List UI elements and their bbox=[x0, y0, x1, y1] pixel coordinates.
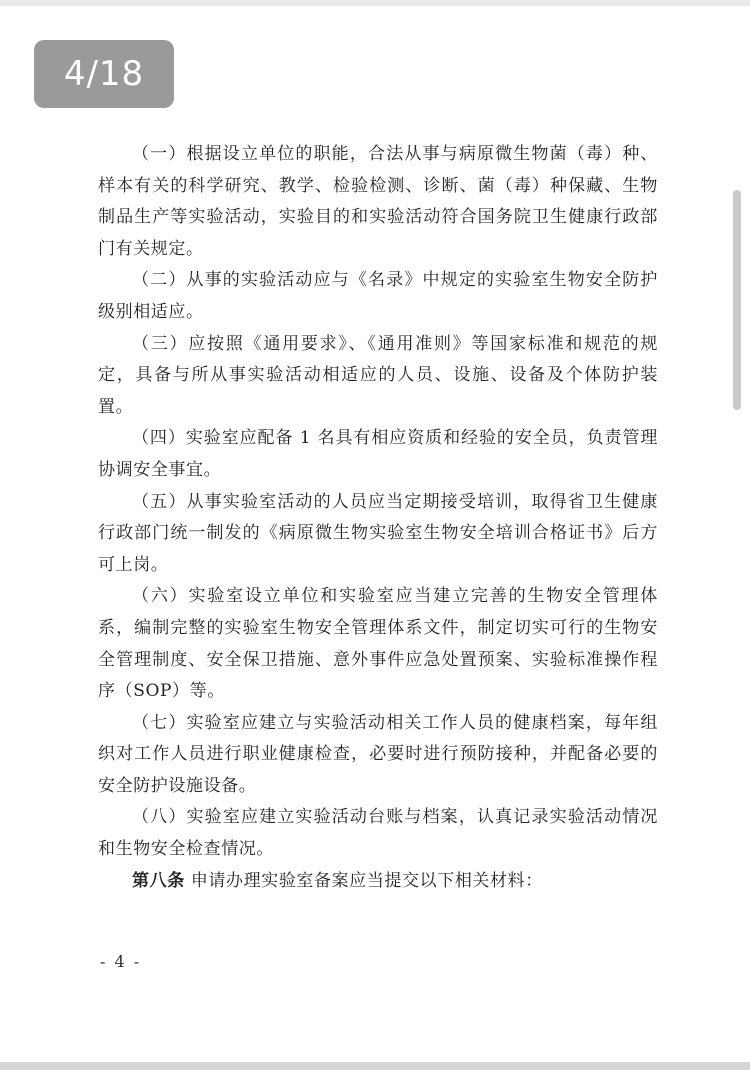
article-8 bbox=[98, 866, 658, 898]
paragraph-6: （六）实验室设立单位和实验室应当建立完善的生物安全管理体系，编制完整的实验室生物安全管理体系文件，制定切实可行的生物安全管理制度、安全保卫措施、意外事件应急处置预案、实验标准操作程序（SOP）等。 bbox=[98, 586, 658, 702]
document-body bbox=[98, 139, 658, 897]
paragraph-5: （五）从事实验室活动的人员应当定期接受培训，取得省卫生健康行政部门统一制发的《病原微生物实验室生物安全培训合格证书》后方可上岗。 bbox=[98, 491, 658, 575]
paragraph-7: （七）实验室应建立与实验活动相关工作人员的健康档案，每年组织对工作人员进行职业健康检查，必要时进行预防接种，并配备必要的安全防护设施设备。 bbox=[98, 712, 658, 796]
vertical-scrollbar[interactable] bbox=[733, 190, 741, 410]
paragraph-1: （一）根据设立单位的职能，合法从事与病原微生物菌（毒）种、样本有关的科学研究、教学、检验检测、诊断、菌（毒）种保藏、生物制品生产等实验活动，实验目的和实验活动符合国务院卫生健康行政部门有关规定。 bbox=[98, 144, 658, 259]
paragraph-8: （八）实验室应建立实验活动台账与档案，认真记录实验活动情况和生物安全检查情况。 bbox=[98, 807, 658, 860]
page-number: - 4 - bbox=[100, 952, 142, 971]
bottom-strip bbox=[0, 1062, 750, 1070]
paragraph-2: （二）从事的实验活动应与《名录》中规定的实验室生物安全防护级别相适应。 bbox=[98, 270, 658, 322]
paragraph-4: （四）实验室应配备 1 名具有相应资质和经验的安全员，负责管理协调安全事宜。 bbox=[98, 428, 658, 480]
paragraph-3: （三）应按照《通用要求》、《通用准则》等国家标准和规范的规定，具备与所从事实验活动相适应的人员、设施、设备及个体防护装置。 bbox=[98, 333, 658, 417]
article-label: 第八条 bbox=[132, 870, 185, 891]
page-indicator-badge bbox=[34, 40, 174, 108]
article-text: 申请办理实验室备案应当提交以下相关材料： bbox=[190, 870, 543, 891]
top-strip bbox=[0, 0, 750, 6]
page-indicator-text: 4/18 bbox=[63, 54, 145, 94]
